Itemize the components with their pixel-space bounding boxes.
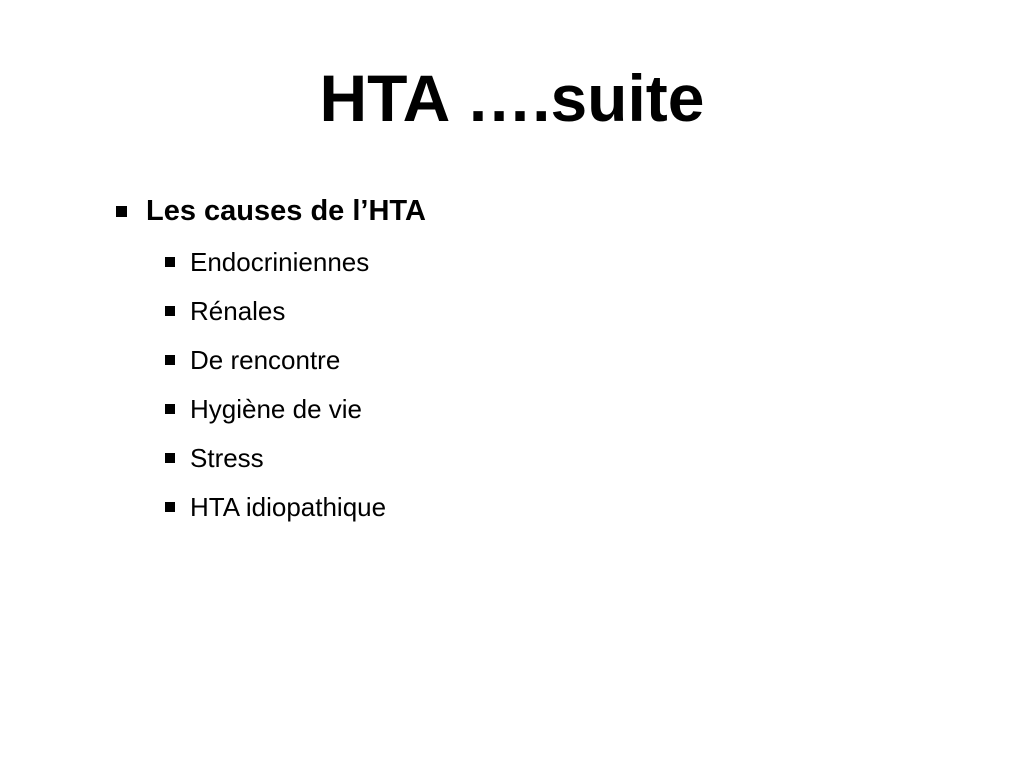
square-bullet-icon <box>165 306 175 316</box>
sub-bullet-item <box>165 245 369 279</box>
square-bullet-icon <box>165 404 175 414</box>
bullet-item-causes <box>116 191 426 231</box>
sub-bullet-item <box>165 343 340 377</box>
square-bullet-icon <box>165 453 175 463</box>
square-bullet-icon <box>165 355 175 365</box>
bullet-text: Les causes de l’HTA <box>146 194 426 227</box>
sub-bullet-item <box>165 441 264 475</box>
square-bullet-icon <box>116 206 127 217</box>
sub-bullet-text: Rénales <box>190 295 286 326</box>
sub-bullet-item <box>165 392 362 426</box>
square-bullet-icon <box>165 502 175 512</box>
sub-bullet-text: Endocriniennes <box>190 246 370 277</box>
sub-bullet-text: HTA idiopathique <box>190 491 387 522</box>
sub-bullet-text: Hygiène de vie <box>190 393 362 424</box>
sub-bullet-item <box>165 294 285 328</box>
slide-title: HTA ….suite <box>319 61 705 135</box>
square-bullet-icon <box>165 257 175 267</box>
sub-bullet-item <box>165 490 386 524</box>
sub-bullet-text: De rencontre <box>190 344 341 375</box>
sub-bullet-text: Stress <box>190 442 264 473</box>
